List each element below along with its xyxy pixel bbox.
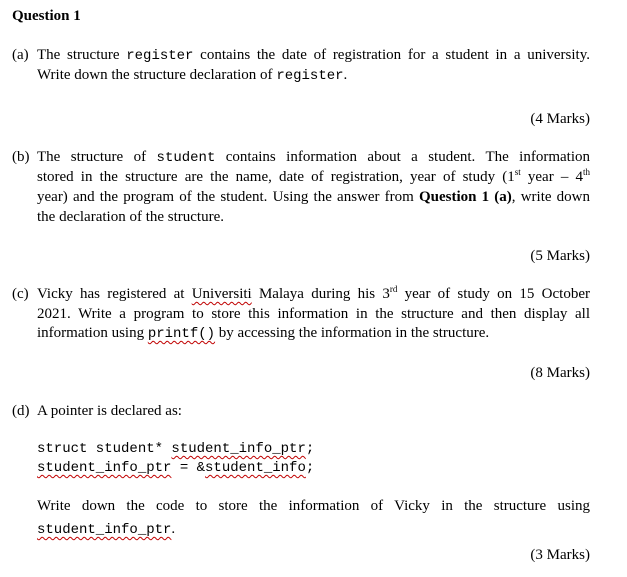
- part-a-marks: (4 Marks): [530, 111, 590, 127]
- part-d-line-2: student_info_ptr.: [37, 521, 176, 538]
- question-title: Question 1: [12, 8, 81, 24]
- code-register: register: [126, 48, 194, 64]
- part-d-line-1: Write down the code to store the information of Vicky in the structure using: [37, 498, 590, 514]
- code-student-info-ptr: student_info_ptr: [37, 522, 172, 538]
- part-b-line-4: the declaration of the structure.: [37, 209, 225, 225]
- part-c-marks: (8 Marks): [530, 365, 590, 381]
- code-line-1: struct student* student_info_ptr;: [37, 441, 315, 457]
- part-b-line-1: The structure of student contains information about a student. The information: [37, 149, 590, 166]
- part-c-label: (c): [12, 286, 29, 302]
- part-a-line-1: The structure register contains the date of registration for a student in a university.: [37, 47, 590, 64]
- part-d-intro: A pointer is declared as:: [37, 403, 182, 419]
- spellcheck-word: Universiti: [191, 286, 252, 302]
- code-register: register: [276, 68, 344, 84]
- part-b-line-2: stored in the structure are the name, date of registration, year of study (1st year – 4th: [37, 167, 591, 185]
- code-line-2: student_info_ptr = &student_info;: [37, 460, 315, 476]
- part-c-line-2: 2021. Write a program to store this information in the structure and then display all: [37, 306, 590, 322]
- part-b-label: (b): [12, 149, 30, 165]
- part-d-label: (d): [12, 403, 30, 419]
- part-c-line-1: Vicky has registered at Universiti Malaya during his 3rd year of study on 15 October: [37, 284, 590, 302]
- part-a-label: (a): [12, 47, 29, 63]
- part-b-line-3: year) and the program of the student. Using the answer from Question 1 (a), write down: [37, 189, 591, 205]
- part-c-line-3: information using printf() by accessing the information in the structure.: [37, 325, 490, 342]
- code-student: student: [156, 150, 216, 166]
- part-b-marks: (5 Marks): [530, 248, 590, 264]
- part-d-marks: (3 Marks): [530, 547, 590, 563]
- part-a-line-2: Write down the structure declaration of register.: [37, 67, 348, 84]
- code-printf: printf(): [147, 326, 216, 342]
